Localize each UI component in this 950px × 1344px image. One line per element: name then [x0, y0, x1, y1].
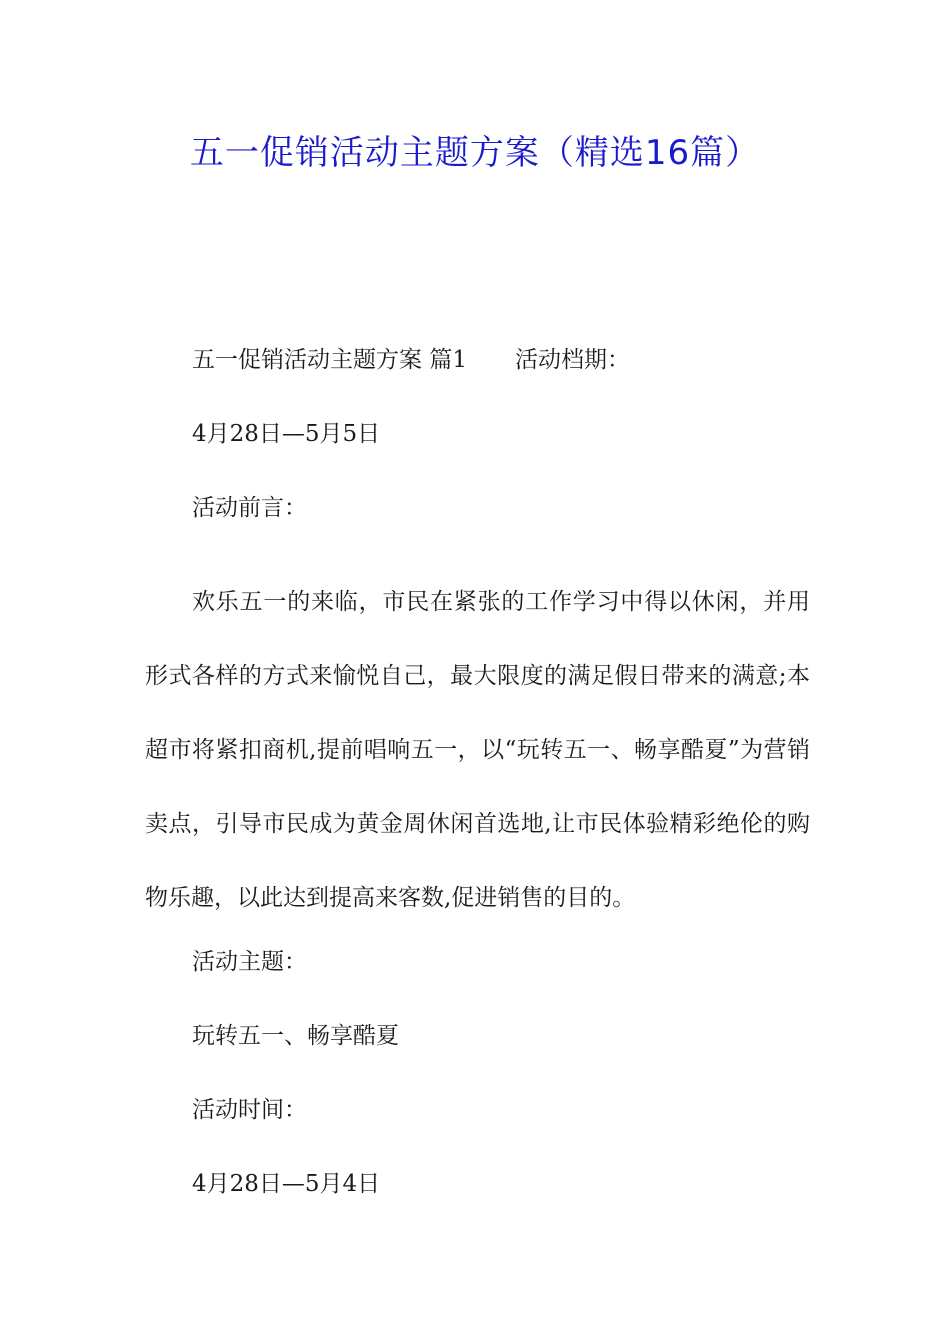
schedule-value: 4月28日—5月5日	[192, 421, 381, 447]
schedule-label: 活动档期：	[514, 347, 630, 373]
section-number: 篇1	[429, 347, 467, 373]
preface-label: 活动前言：	[192, 495, 307, 521]
time-label: 活动时间：	[192, 1097, 307, 1123]
document-body	[145, 333, 810, 1231]
theme-label: 活动主题：	[192, 949, 307, 975]
time-value: 4月28日—5月4日	[192, 1171, 381, 1197]
document-title: 五一促销活动主题方案（精选16篇）	[189, 133, 761, 173]
section-title: 五一促销活动主题方案	[192, 347, 422, 373]
section-heading	[145, 333, 810, 407]
theme-value: 玩转五一、畅享酷夏	[192, 1023, 399, 1049]
preface-paragraph: 欢乐五一的来临，市民在紧张的工作学习中得以休闲，并用形式各样的方式来愉悦自己，最大限度的满足假日带来的满意;本超市将紧扣商机,提前唱响五一，以“玩转五一、畅享酷夏”为营销卖点，引导市民成为黄金周休闲首选地,让市民体验精彩绝伦的购物乐趣，以此达到提高来客数,促进销售的目的。	[145, 589, 810, 911]
